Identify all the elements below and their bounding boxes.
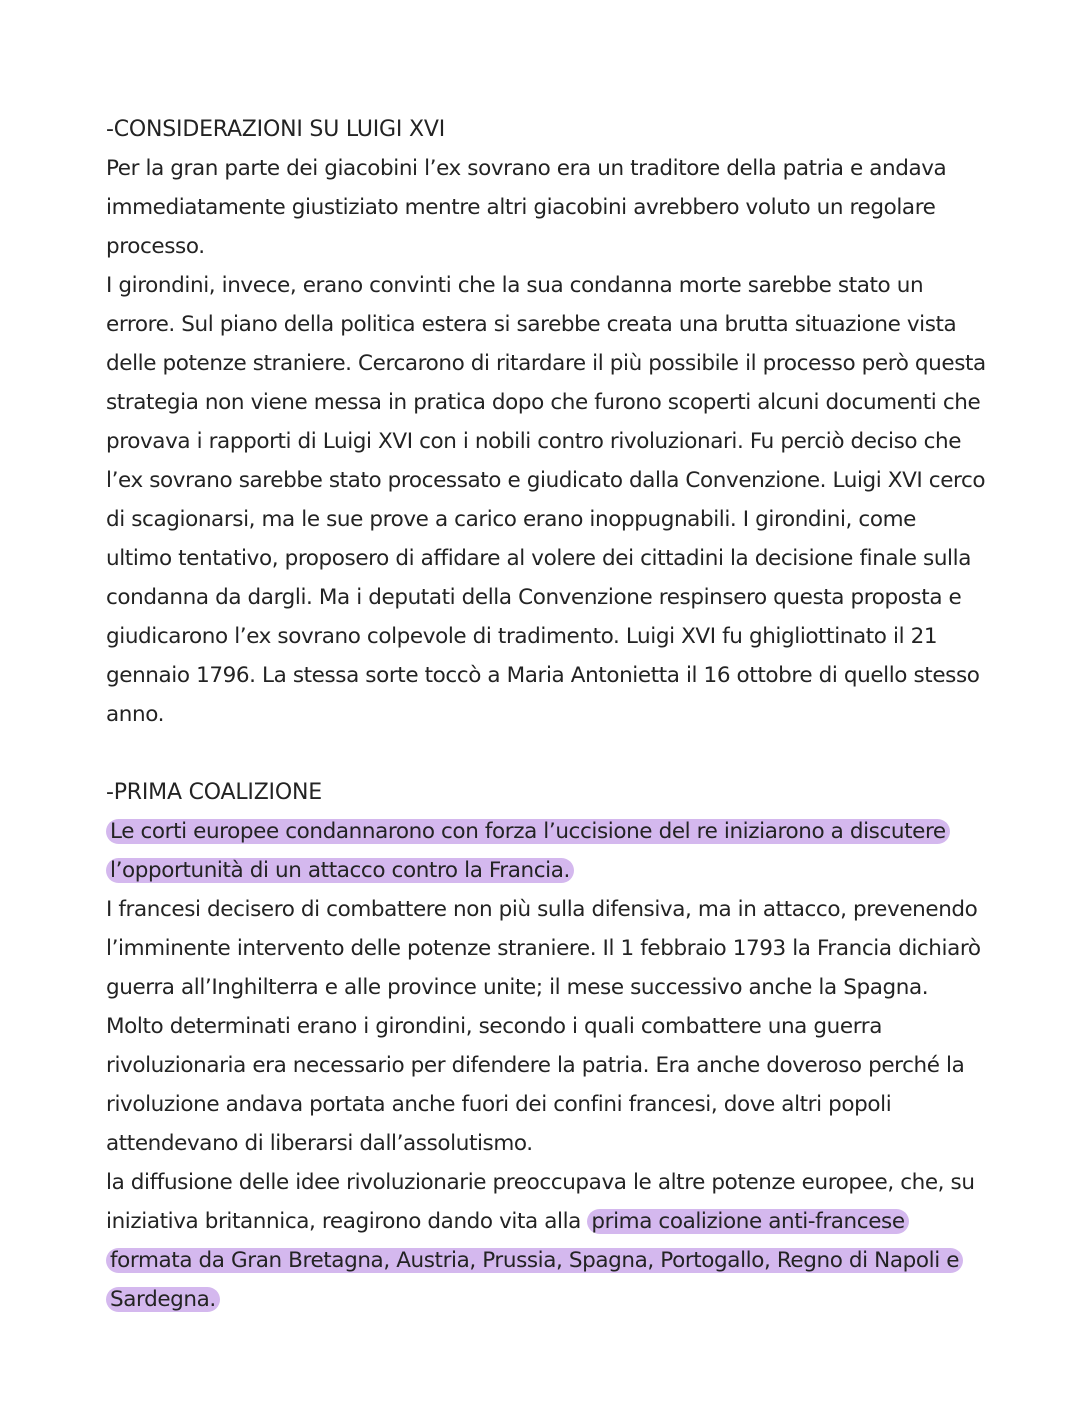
highlighted-text: prima coalizione anti-francese formata da Gran Bretagna, Austria, Prussia, Spagna, Portogallo, Regno di Napoli e Sardegna. — [106, 1209, 963, 1312]
section-heading-luigi-xvi: -CONSIDERAZIONI SU LUIGI XVI — [106, 117, 445, 142]
paragraph-girondini: I girondini, invece, erano convinti che la sua condanna morte sarebbe stato un errore. Sul piano della politica estera si sarebbe creata una brutta situazione vista delle potenze straniere. Cercarono di ritardare il più possibile il processo però questa strategia non viene messa in pratica dopo che furono scoperti alcuni documenti che provava i rapporti di Luigi XVI con i nobili contro rivoluzionari. Fu perciò deciso che l’ex sovrano sarebbe stato processato e giudicato dalla Convenzione. Luigi XVI cerco di scagionarsi, ma le sue prove a carico erano inoppugnabili. I girondini, come ultimo tentativo, proposero di affidare al volere dei cittadini la decisione finale sulla condanna da dargli. Ma i deputati della Convenzione respinsero questa proposta e giudicarono l’ex sovrano colpevole di tradimento. Luigi XVI fu ghigliottinato il 21 gennaio 1796. La stessa sorte toccò a Maria Antonietta il 16 ottobre di quello stesso anno. — [106, 273, 986, 727]
paragraph-text: la diffusione delle idee rivoluzionarie preoccupava le altre potenze europee, che, su iniziativa britannica, reagirono dando vita alla — [106, 1170, 975, 1234]
paragraph-francesi: I francesi decisero di combattere non più sulla difensiva, ma in attacco, prevenendo l’imminente intervento delle potenze straniere. Il 1 febbraio 1793 la Francia dichiarò guerra all’Inghilterra e alle province unite; il mese successivo anche la Spagna. — [106, 897, 981, 1000]
paragraph-corti-europee — [106, 812, 986, 890]
paragraph-girondini-guerra: Molto determinati erano i girondini, secondo i quali combattere una guerra rivoluzionaria era necessario per difendere la patria. Era anche doveroso perché la rivoluzione andava portata anche fuori dei confini francesi, dove altri popoli attendevano di liberarsi dall’assolutismo. — [106, 1014, 965, 1156]
highlighted-text: Le corti europee condannarono con forza l’uccisione del re iniziarono a discutere l’opportunità di un attacco contro la Francia. — [106, 819, 950, 883]
section-heading-prima-coalizione: -PRIMA COALIZIONE — [106, 780, 322, 805]
paragraph-giacobini: Per la gran parte dei giacobini l’ex sovrano era un traditore della patria e andava immediatamente giustiziato mentre altri giacobini avrebbero voluto un regolare processo. — [106, 156, 947, 259]
notes-content — [106, 110, 986, 1319]
section-spacer — [106, 734, 986, 773]
paragraph-diffusione-idee — [106, 1163, 986, 1319]
